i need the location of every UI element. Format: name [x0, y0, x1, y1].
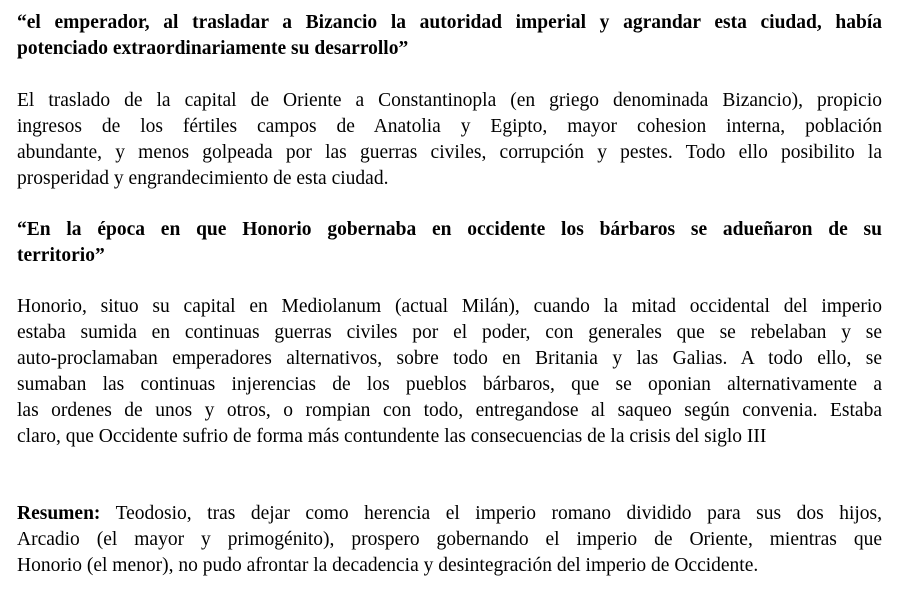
paragraph-occidente [17, 294, 882, 450]
paragraph-line: ingresos de los fértiles campos de Anatolia y Egipto, mayor cohesion interna, población [17, 116, 882, 137]
paragraph-line: claro, que Occidente sufrio de forma más contundente las consecuencias de la crisis del siglo III [17, 426, 767, 447]
paragraph-line: Honorio, situo su capital en Mediolanum (actual Milán), cuando la mitad occidental del imperio [17, 296, 882, 317]
quote-line: “el emperador, al trasladar a Bizancio la autoridad imperial y agrandar esta ciudad, había [17, 12, 882, 33]
paragraph-line: las ordenes de unos y otros, o rompian con todo, entregandose al saqueo según convenia. Estaba [17, 400, 882, 421]
summary-paragraph [17, 501, 882, 579]
quote-honorio [17, 217, 882, 269]
paragraph-line: El traslado de la capital de Oriente a Constantinopla (en griego denominada Bizancio), propicio [17, 90, 882, 111]
paragraph-line: auto-proclamaban emperadores alternativos, sobre todo en Britania y las Galias. A todo ello, se [17, 348, 882, 369]
quote-bizancio [17, 10, 882, 62]
summary-line: Arcadio (el mayor y primogénito), prospero gobernando el imperio de Oriente, mientras que [17, 529, 882, 550]
quote-line: “En la época en que Honorio gobernaba en occidente los bárbaros se adueñaron de su [17, 219, 882, 240]
summary-line [17, 501, 882, 527]
paragraph-line: estaba sumida en continuas guerras civiles por el poder, con generales que se rebelaban y se [17, 322, 882, 343]
quote-line: potenciado extraordinariamente su desarrollo” [17, 38, 409, 59]
summary-line: Honorio (el menor), no pudo afrontar la decadencia y desintegración del imperio de Occidente. [17, 555, 759, 576]
summary-text: Teodosio, tras dejar como herencia el imperio romano dividido para sus dos hijos, [100, 503, 882, 524]
paragraph-line: prosperidad y engrandecimiento de esta ciudad. [17, 168, 389, 189]
paragraph-line: abundante, y menos golpeada por las guerras civiles, corrupción y pestes. Todo ello posibilito la [17, 142, 882, 163]
paragraph-constantinopla [17, 88, 882, 192]
summary-label: Resumen: [17, 503, 101, 524]
paragraph-line: sumaban las continuas injerencias de los pueblos bárbaros, que se oponian alternativamente a [17, 374, 882, 395]
quote-line: territorio” [17, 245, 105, 266]
